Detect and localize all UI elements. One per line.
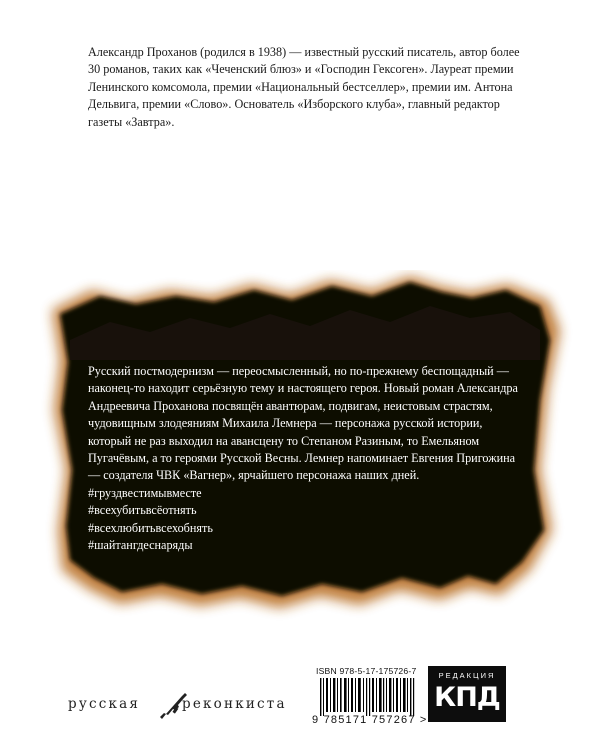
hashtag-list (88, 485, 528, 555)
book-annotation (88, 363, 528, 554)
publisher-logo (428, 666, 506, 722)
publisher-label: РЕДАКЦИЯ (438, 671, 496, 680)
series-logo (56, 690, 304, 720)
barcode-icon (312, 678, 424, 716)
publisher-name: КПД (434, 682, 500, 713)
hashtag: #груздвестимывместе (88, 485, 202, 500)
series-word-left: русская (68, 696, 141, 712)
isbn-barcode (312, 666, 428, 728)
author-bio: Александр Проханов (родился в 1938) — известный русский писатель, автор более 30 романов, таких как «Чеченский блюз» и «Господин Гексоген». Лауреат премии Ленинского комсомола, премии «Национальный бестселлер», премии им. Антона Дельвига, премии «Слово». Основатель «Изборского клуба», главный редактор газеты «Завтра». (88, 45, 520, 129)
hashtag: #шайтангдеснаряды (88, 538, 193, 553)
barcode-digits: 9 785171 757267 > (312, 714, 428, 726)
hashtag: #всехубитьвсёотнять (88, 503, 197, 518)
annotation-text: Русский постмодернизм — переосмысленный, но по-прежнему беспощадный — наконец-то находит серьёзную тему и настоящего героя. Новый роман Александра Андреевича Проханова посвящён авантюрам, подвигам, неистовым страстям, чудовищным злодеяниям Михаила Лемнера — персонажа русской истории, который не раз выходил на авансцену то Степаном Разиным, то Емельяном Пугачёвым, а то героями Русской Весны. Лемнер напоминает Евгения Пригожина — создателя ЧВК «Вагнер», ярчайшего персонажа наших дней. (88, 364, 518, 483)
hashtag: #всехлюбитьвсехобнять (88, 520, 213, 535)
series-word-right: реконкиста (182, 696, 287, 712)
isbn-number: ISBN 978-5-17-175726-7 (316, 666, 417, 676)
